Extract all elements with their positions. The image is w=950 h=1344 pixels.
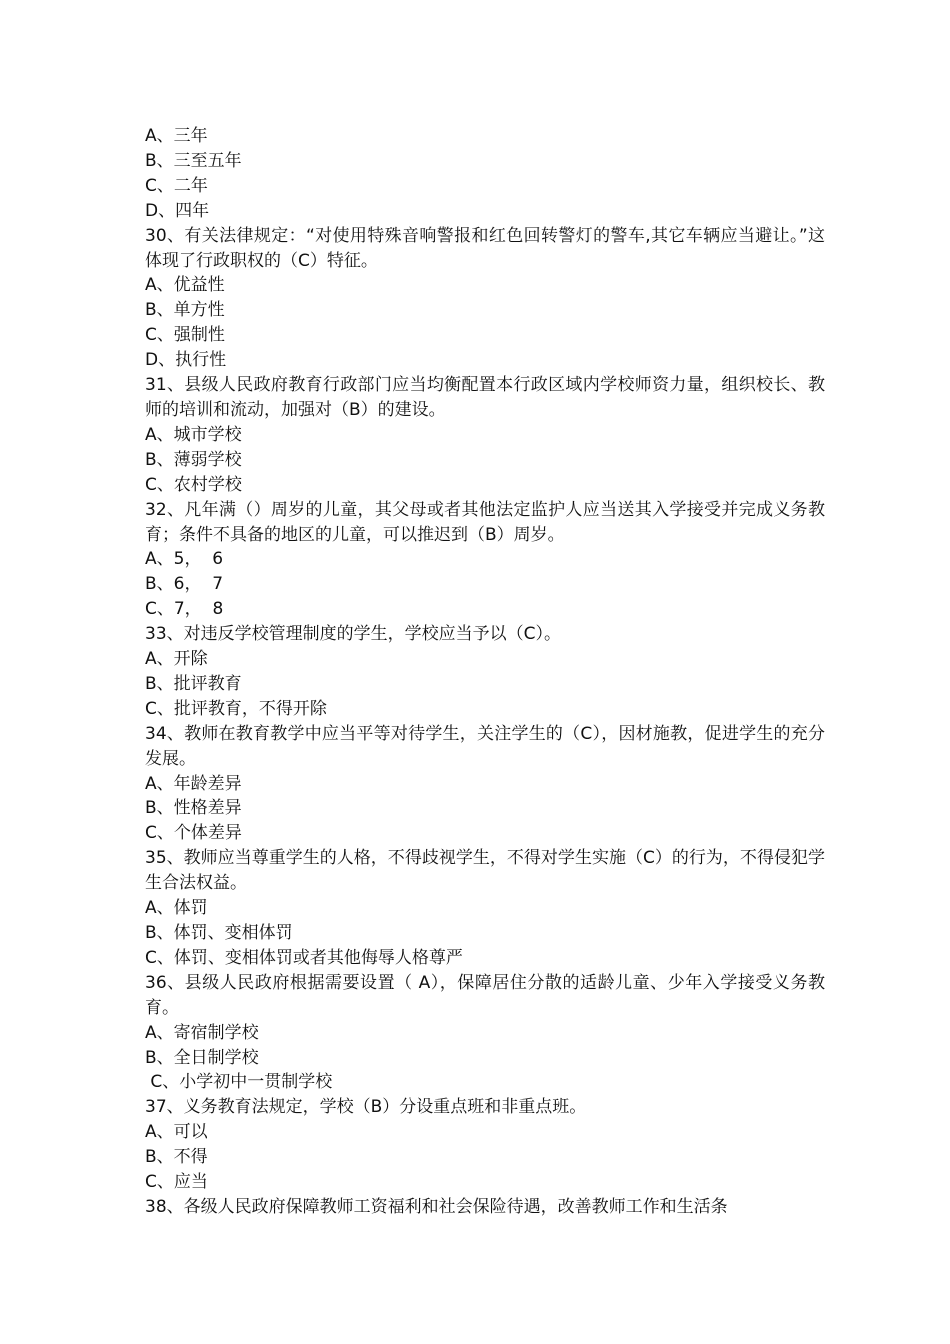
option-line: A、城市学校 xyxy=(145,424,242,445)
question-32: 32、凡年满（）周岁的儿童，其父母或者其他法定监护人应当送其入学接受并完成义务教育；条件不具备的地区的儿童，可以推迟到（B）周岁。 xyxy=(145,499,825,545)
option-line: B、性格差异 xyxy=(145,798,242,819)
option-line: A、开除 xyxy=(145,649,208,670)
option-line: A、体罚 xyxy=(145,898,208,919)
option-line: D、四年 xyxy=(145,200,210,221)
exam-text xyxy=(145,124,825,1220)
question-34: 34、教师在教育教学中应当平等对待学生，关注学生的（C），因材施教，促进学生的充分发展。 xyxy=(145,723,825,769)
option-line: C、个体差异 xyxy=(145,823,242,844)
option-line: C、小学初中一贯制学校 xyxy=(145,1072,333,1093)
question-35: 35、教师应当尊重学生的人格，不得歧视学生，不得对学生实施（C）的行为，不得侵犯学生合法权益。 xyxy=(145,848,825,894)
option-line: A、三年 xyxy=(145,126,208,146)
question-33: 33、对违反学校管理制度的学生，学校应当予以（C）。 xyxy=(145,624,562,645)
question-37: 37、义务教育法规定，学校（B）分设重点班和非重点班。 xyxy=(145,1097,587,1118)
option-line: C、农村学校 xyxy=(145,474,242,495)
option-line: B、全日制学校 xyxy=(145,1047,259,1068)
option-line: A、5， 6 xyxy=(145,549,224,570)
option-line: C、体罚、变相体罚或者其他侮辱人格尊严 xyxy=(145,947,463,968)
question-31: 31、县级人民政府教育行政部门应当均衡配置本行政区域内学校师资力量，组织校长、教师的培训和流动，加强对（B）的建设。 xyxy=(145,375,825,420)
option-line: C、7， 8 xyxy=(145,599,224,620)
option-line: B、6， 7 xyxy=(145,574,224,595)
question-36: 36、县级人民政府根据需要设置（ A），保障居住分散的适龄儿童、少年入学接受义务教育。 xyxy=(145,972,825,1018)
option-line: B、不得 xyxy=(145,1147,208,1168)
option-line: A、年龄差异 xyxy=(145,773,242,794)
option-line: C、批评教育，不得开除 xyxy=(145,698,327,719)
option-line: C、强制性 xyxy=(145,325,225,346)
option-line: B、体罚、变相体罚 xyxy=(145,923,293,943)
option-line: B、三至五年 xyxy=(145,150,242,171)
question-30: 30、有关法律规定：“对使用特殊音响警报和红色回转警灯的警车,其它车辆应当避让。”这体现了行政职权的（C）特征。 xyxy=(145,225,825,271)
option-line: C、应当 xyxy=(145,1172,208,1193)
option-line: A、寄宿制学校 xyxy=(145,1022,259,1043)
option-line: B、薄弱学校 xyxy=(145,449,242,470)
option-line: B、批评教育 xyxy=(145,673,242,694)
option-line: A、优益性 xyxy=(145,275,225,296)
option-line: D、执行性 xyxy=(145,350,227,371)
option-line: B、单方性 xyxy=(145,300,225,321)
option-line: C、二年 xyxy=(145,175,208,196)
question-38: 38、各级人民政府保障教师工资福利和社会保险待遇，改善教师工作和生活条 xyxy=(145,1196,728,1217)
option-line: A、可以 xyxy=(145,1122,208,1143)
